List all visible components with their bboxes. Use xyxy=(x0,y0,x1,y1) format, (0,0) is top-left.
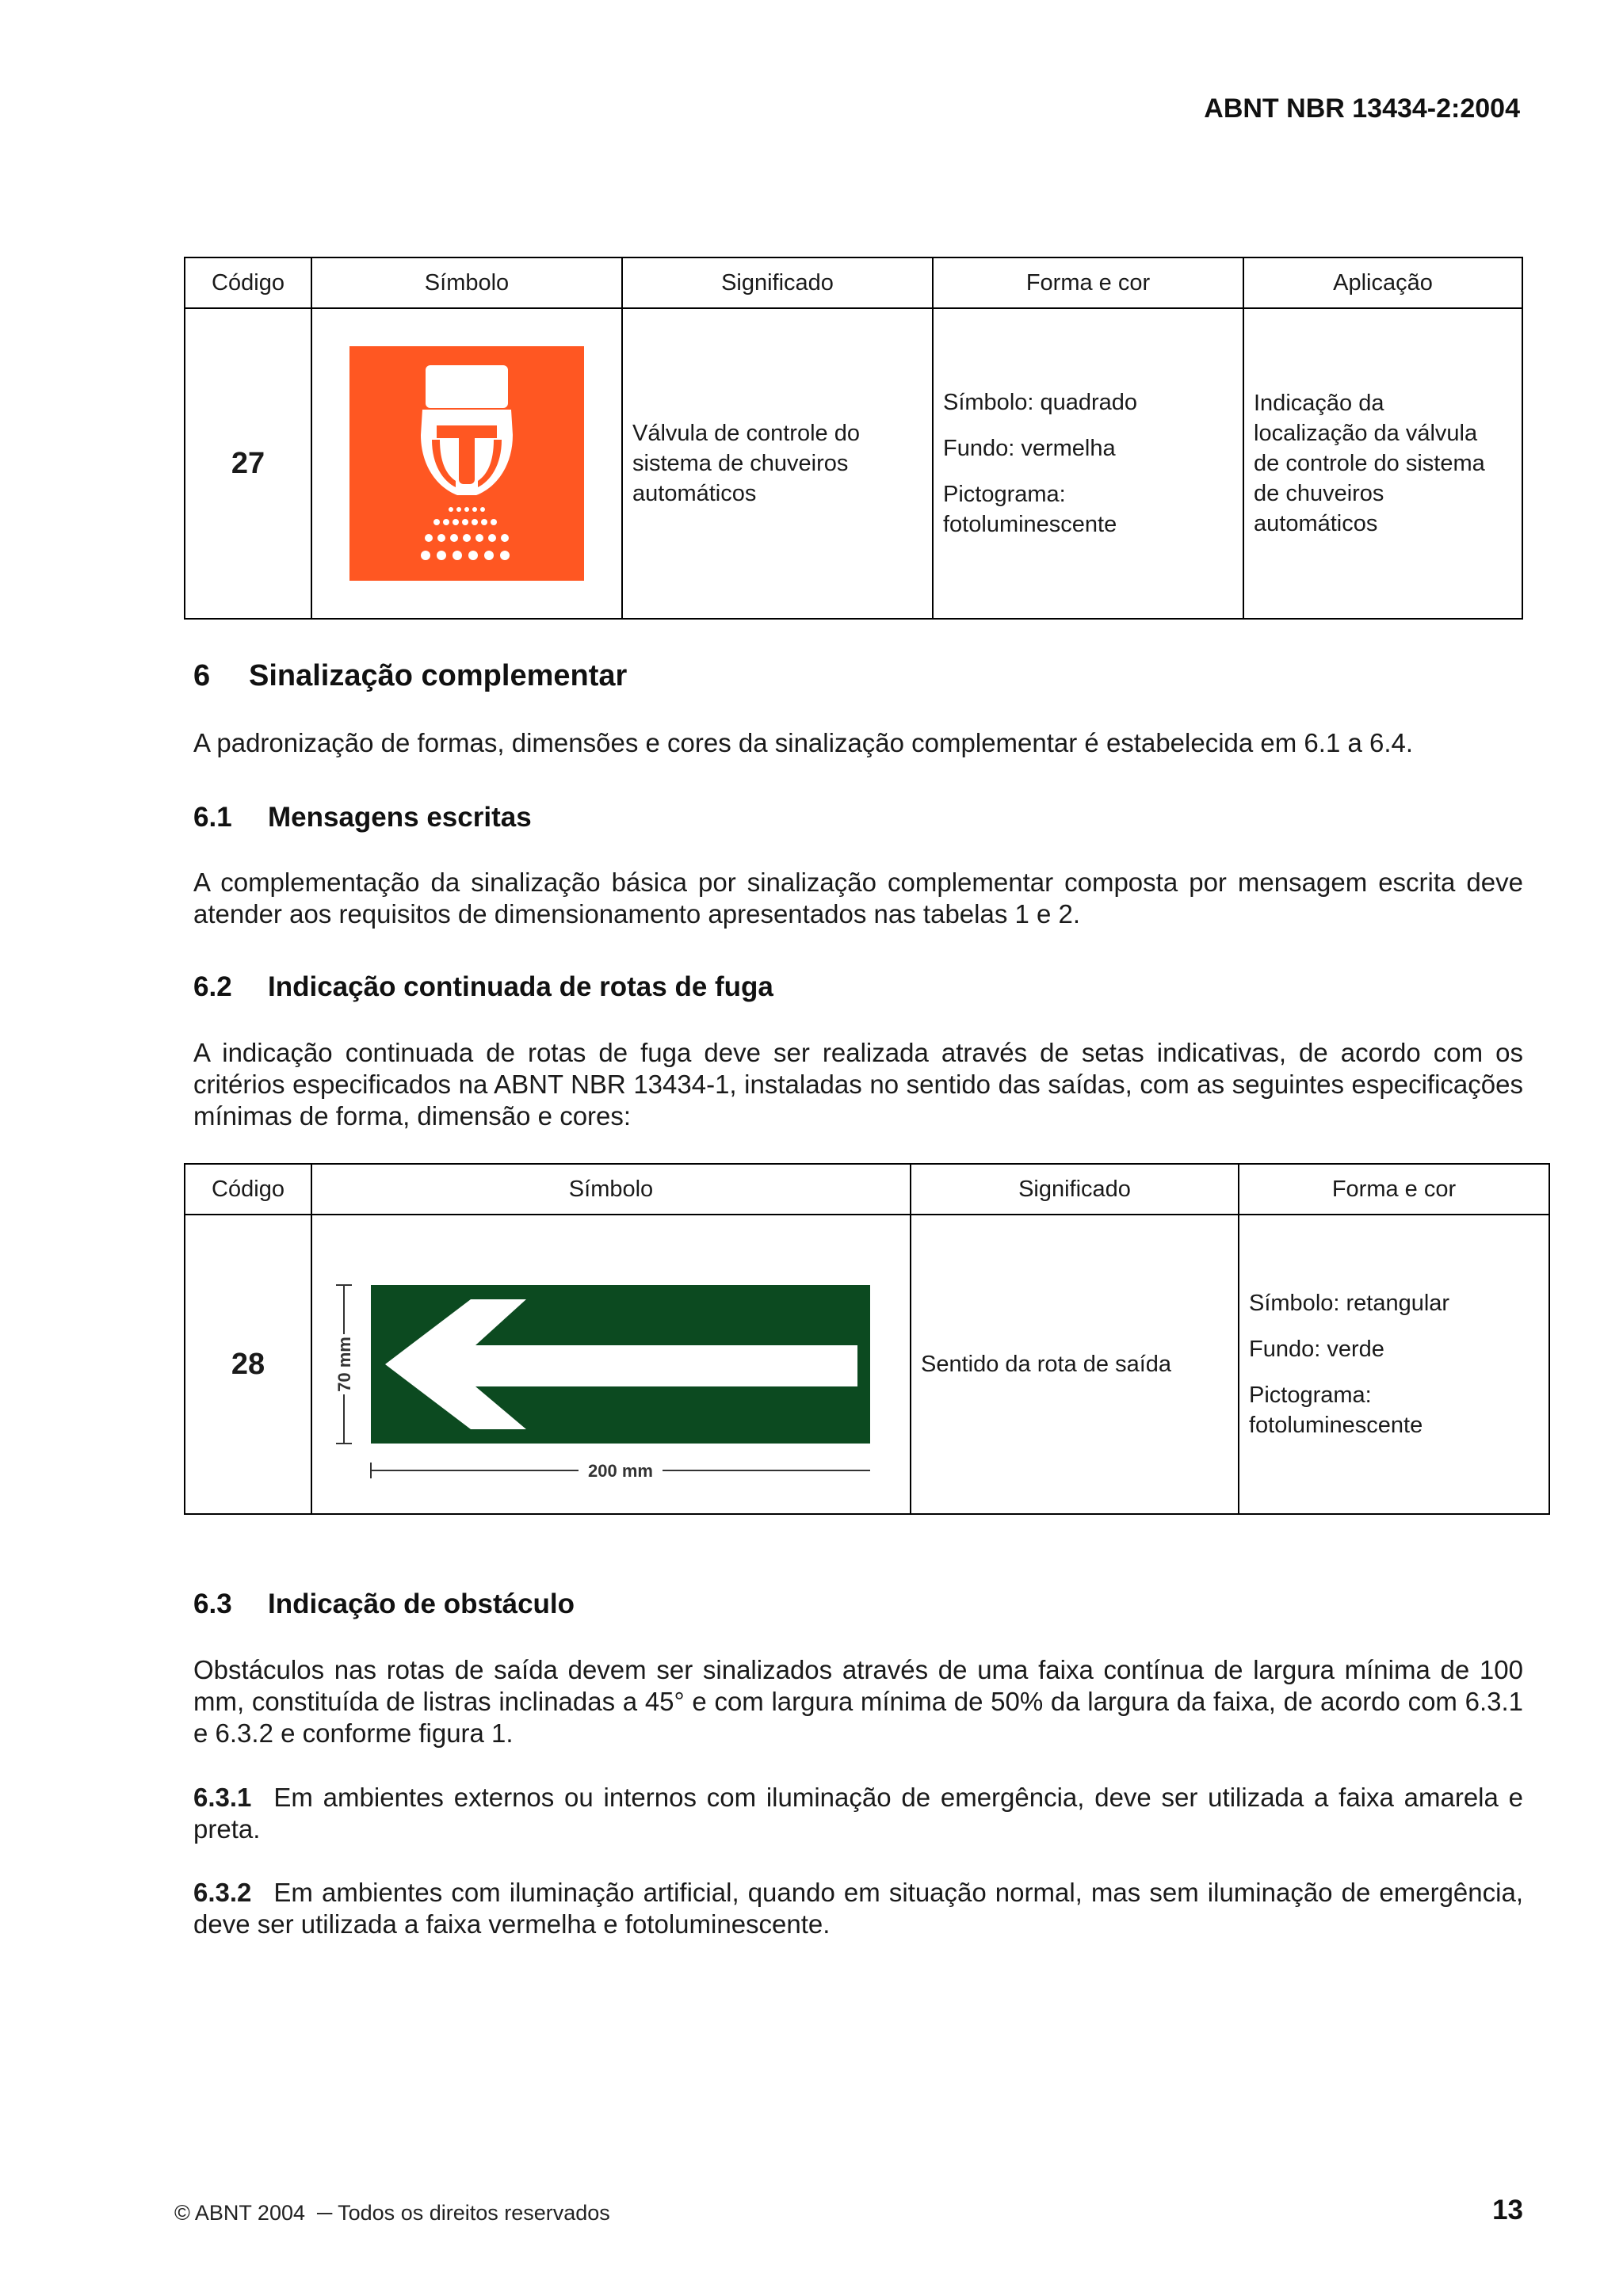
section-6-3-text: Obstáculos nas rotas de saída devem ser sinalizados através de uma faixa contínua de largura mínima de 100 mm, constituída de listras inclinadas a 45° e com largura mínima de 50% da largura da faixa, de acordo com 6.3.1 e 6.3.2 e conforme figura 1. xyxy=(193,1655,1523,1748)
section-title: Indicação continuada de rotas de fuga xyxy=(268,971,773,1002)
section-6-3-heading xyxy=(193,1589,575,1620)
form-pictogram-label: Pictograma: xyxy=(1249,1383,1372,1408)
application-line: Indicação da xyxy=(1254,391,1384,416)
section-6-text: A padronização de formas, dimensões e cores da sinalização complementar é estabelecida em 6.1 a 6.4. xyxy=(193,728,1414,757)
column-header-forma-cor: Forma e cor xyxy=(1239,1164,1549,1215)
form-color-cell xyxy=(933,308,1243,619)
dimension-width-label: 200 mm xyxy=(588,1461,653,1481)
column-header-codigo: Código xyxy=(185,257,311,308)
application-line: localização da válvula xyxy=(1254,421,1478,446)
symbol-cell xyxy=(311,1215,911,1514)
application-line: de controle do sistema xyxy=(1254,451,1485,476)
section-number: 6.2 xyxy=(193,971,232,1002)
signal-table-28 xyxy=(184,1163,1550,1515)
exit-arrow-sign xyxy=(312,1245,911,1483)
column-header-codigo: Código xyxy=(185,1164,311,1215)
column-header-significado: Significado xyxy=(911,1164,1239,1215)
subsection-number: 6.3.2 xyxy=(193,1878,252,1907)
section-number: 6 xyxy=(193,659,211,692)
standard-reference: ABNT NBR 13434-2:2004 xyxy=(1204,93,1520,124)
copyright-notice: © ABNT 2004 ─ Todos os direitos reservados xyxy=(174,2201,610,2225)
section-number: 6.3 xyxy=(193,1589,232,1619)
section-title: Indicação de obstáculo xyxy=(268,1589,575,1619)
section-6-3-1-paragraph xyxy=(193,1782,1523,1845)
application-line: automáticos xyxy=(1254,511,1378,536)
section-6-heading xyxy=(193,659,627,693)
signal-table-27 xyxy=(184,257,1523,620)
meaning-line: sistema de chuveiros xyxy=(632,451,849,476)
section-6-3-2-paragraph xyxy=(193,1877,1523,1940)
column-header-significado: Significado xyxy=(622,257,933,308)
section-6-2-heading xyxy=(193,971,773,1003)
sprinkler-valve-icon xyxy=(349,346,584,581)
form-pictogram-label: Pictograma: xyxy=(943,482,1066,507)
meaning-cell xyxy=(622,308,933,619)
meaning-line: automáticos xyxy=(632,481,757,506)
application-cell xyxy=(1243,308,1522,619)
form-pictogram-value: fotoluminescente xyxy=(1249,1413,1423,1438)
section-number: 6.1 xyxy=(193,802,232,833)
section-6-1-heading xyxy=(193,802,532,833)
page-number: 13 xyxy=(1492,2195,1523,2225)
meaning-cell: Sentido da rota de saída xyxy=(911,1215,1239,1514)
meaning-line: Válvula de controle do xyxy=(632,421,860,446)
section-title: Sinalização complementar xyxy=(249,659,628,692)
section-6-1-text: A complementação da sinalização básica por sinalização complementar composta por mensagem escrita deve atender aos requisitos de dimensionamento apresentados nas tabelas 1 e 2. xyxy=(193,868,1523,929)
sign-code: 28 xyxy=(185,1215,311,1514)
section-title: Mensagens escritas xyxy=(268,802,532,833)
section-6-2-text: A indicação continuada de rotas de fuga deve ser realizada através de setas indicativas, de acordo com os critérios especificados na ABNT NBR 13434-1, instaladas no sentido das saídas, com as seguintes especificações mínimas de forma, dimensão e cores: xyxy=(193,1038,1523,1131)
form-symbol: Símbolo: quadrado xyxy=(943,390,1138,415)
form-symbol: Símbolo: retangular xyxy=(1249,1291,1450,1316)
sign-code: 27 xyxy=(185,308,311,619)
subsection-number: 6.3.1 xyxy=(193,1783,252,1812)
application-line: de chuveiros xyxy=(1254,481,1384,506)
form-background: Fundo: vermelha xyxy=(943,436,1116,461)
column-header-simbolo: Símbolo xyxy=(311,257,622,308)
column-header-aplicacao: Aplicação xyxy=(1243,257,1522,308)
symbol-cell xyxy=(311,308,622,619)
subsection-text: Em ambientes com iluminação artificial, quando em situação normal, mas sem iluminação de emergência, deve ser utilizada a faixa vermelha e fotoluminescente. xyxy=(193,1878,1523,1939)
subsection-text: Em ambientes externos ou internos com iluminação de emergência, deve ser utilizada a faixa amarela e preta. xyxy=(193,1783,1523,1844)
form-background: Fundo: verde xyxy=(1249,1337,1384,1362)
form-color-cell xyxy=(1239,1215,1549,1514)
column-header-simbolo: Símbolo xyxy=(311,1164,911,1215)
column-header-forma-cor: Forma e cor xyxy=(933,257,1243,308)
form-pictogram-value: fotoluminescente xyxy=(943,512,1117,537)
dimension-height-label: 70 mm xyxy=(334,1337,354,1392)
